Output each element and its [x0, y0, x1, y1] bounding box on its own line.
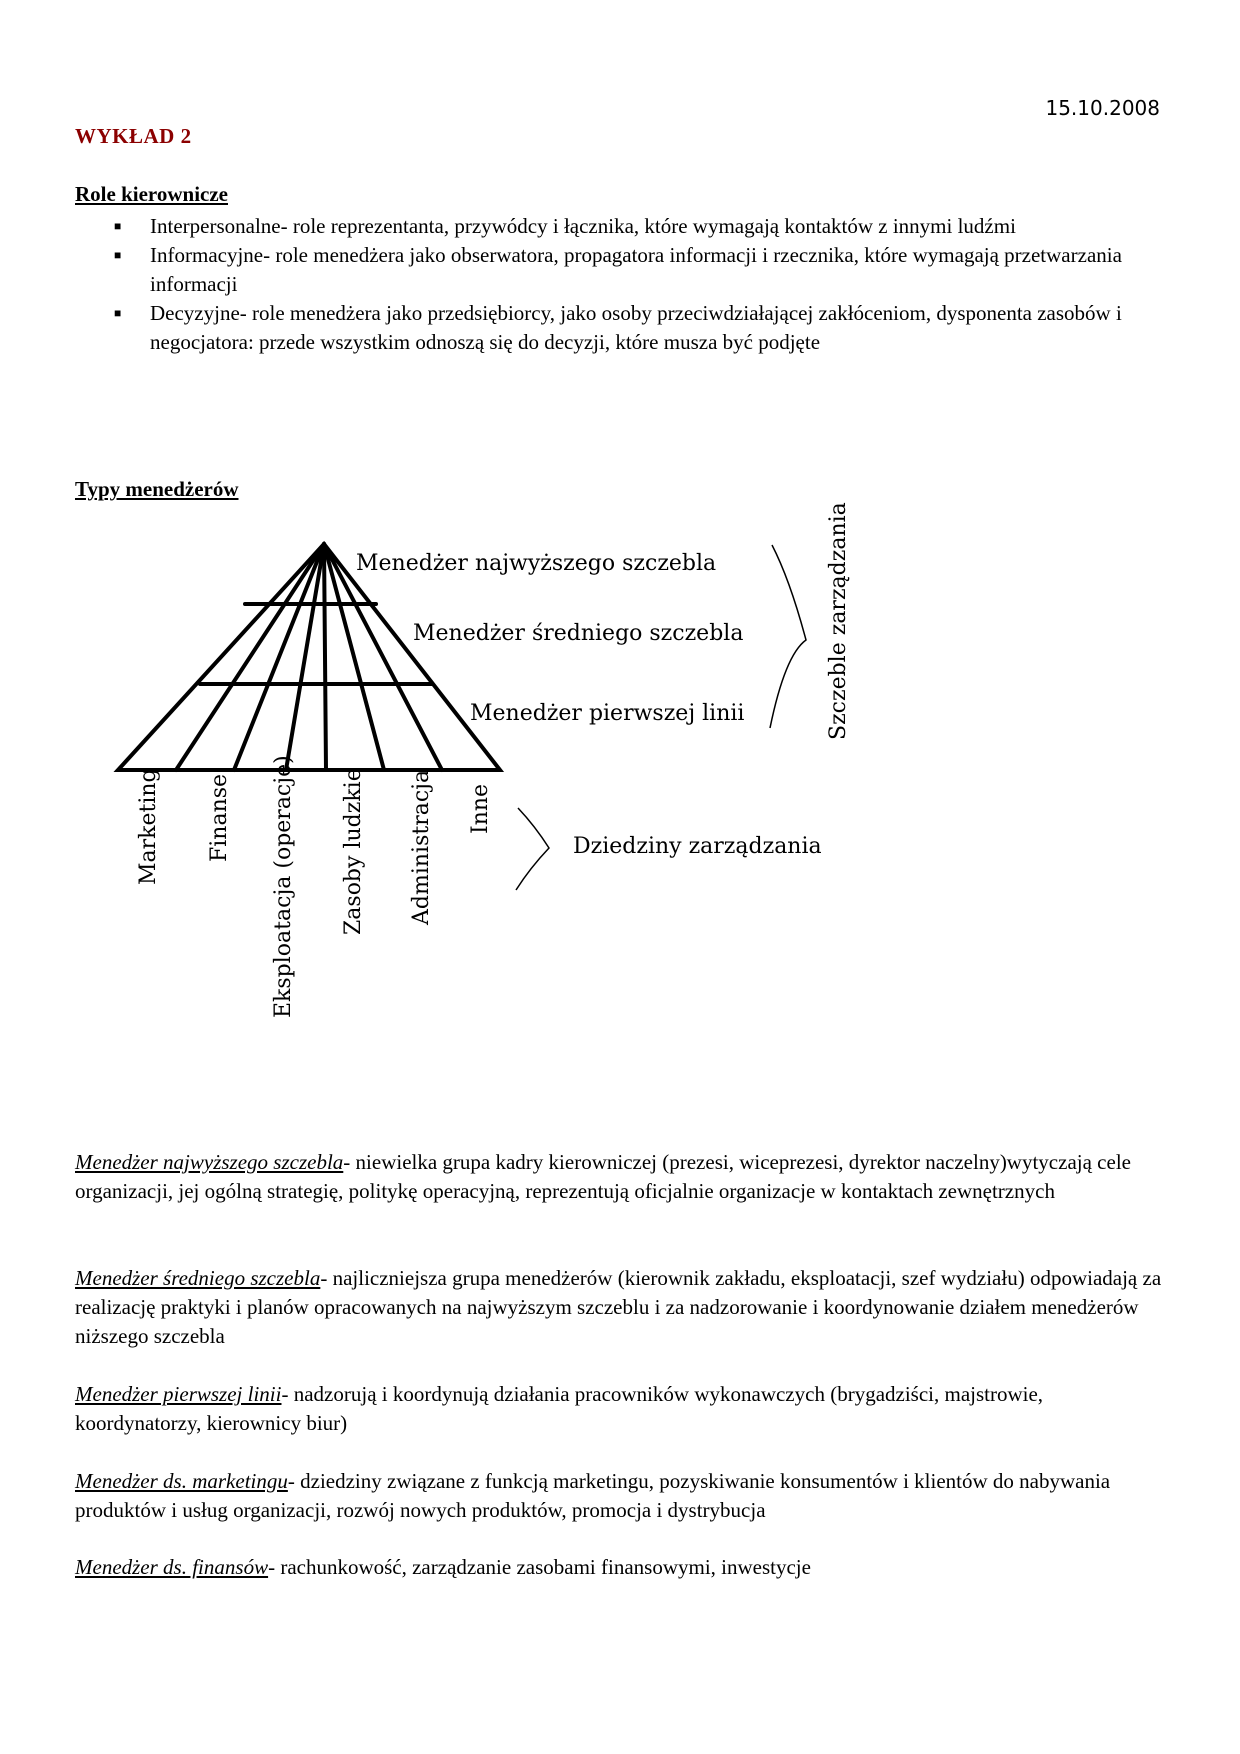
- pyramid-domain-line: [324, 544, 326, 770]
- pyramid-domain-line: [324, 544, 442, 770]
- domains-brace-icon: [516, 808, 549, 890]
- definition-term: Menedżer najwyższego szczebla: [75, 1150, 344, 1174]
- domains-group-label: Dziedziny zarządzania: [573, 834, 822, 859]
- definition-term: Menedżer pierwszej linii: [75, 1382, 282, 1406]
- roles-heading: Role kierownicze: [75, 182, 228, 206]
- lecture-title: WYKŁAD 2: [75, 124, 192, 148]
- definition-text: - rachunkowość, zarządzanie zasobami finansowymi, inwestycje: [268, 1555, 811, 1579]
- definition-paragraph: [75, 1380, 1170, 1438]
- level-label-first-line: Menedżer pierwszej linii: [470, 701, 745, 726]
- level-label-top: Menedżer najwyższego szczebla: [356, 551, 717, 576]
- document-date: 15.10.2008: [1045, 96, 1160, 120]
- domain-label-operations: Eksploatacja (operacje): [271, 755, 296, 1018]
- levels-brace-icon: [770, 545, 806, 728]
- square-bullet-icon: ■: [114, 306, 122, 320]
- definition-term: Menedżer ds. marketingu: [75, 1469, 288, 1493]
- pyramid-domain-line: [176, 544, 324, 770]
- domain-label-administration: Administracja: [409, 769, 434, 925]
- level-label-middle: Menedżer średniego szczebla: [413, 621, 744, 646]
- levels-group-label: Szczeble zarządzania: [826, 502, 851, 740]
- definition-text: - najliczniejsza grupa menedżerów (kierownik zakładu, eksploatacji, szef wydziału) odpowiadają za realizację praktyki i planów opracowanych na najwyższym szczeblu i za nadzorowanie i koordynowanie działem menedżerów niższego szczebla: [75, 1266, 1162, 1348]
- domain-label-other: Inne: [468, 783, 493, 834]
- list-item: ■ Decyzyjne- role menedżera jako przedsiębiorcy, jako osoby przeciwdziałającej zakłóceniom, dysponenta zasobów i negocjatora: przede wszystkim odnoszą się do decyzji, które musza być podjęte: [114, 301, 1122, 354]
- types-heading: Typy menedżerów: [75, 477, 239, 501]
- definition-paragraph: [75, 1264, 1170, 1351]
- pyramid-domain-line: [234, 544, 324, 770]
- definition-text: - nadzorują i koordynują działania pracowników wykonawczych (brygadziści, majstrowie, koordynatorzy, kierownicy biur): [75, 1382, 1044, 1435]
- definition-paragraph: [75, 1467, 1170, 1525]
- definition-text: - niewielka grupa kadry kierowniczej (prezesi, wiceprezesi, dyrektor naczelny)wytyczają cele organizacji, jej ogólną strategię, politykę operacyjną, reprezentują oficjalnie organizacje w kontaktach zewnętrznych: [75, 1150, 1131, 1203]
- list-item: ■ Informacyjne- role menedżera jako obserwatora, propagatora informacji i rzecznika, które wymagają przetwarzania informacji: [114, 243, 1122, 296]
- definition-paragraph: [75, 1553, 1170, 1582]
- pyramid-domain-line: [324, 544, 384, 770]
- definition-term: Menedżer średniego szczebla: [75, 1266, 321, 1290]
- domain-label-finance: Finanse: [207, 773, 232, 862]
- domain-label-marketing: Marketing: [136, 768, 161, 885]
- square-bullet-icon: ■: [114, 219, 122, 233]
- domain-label-human-resources: Zasoby ludzkie: [341, 768, 366, 935]
- square-bullet-icon: ■: [114, 248, 122, 262]
- list-item: ■ Interpersonalne- role reprezentanta, przywódcy i łącznika, które wymagają kontaktów z innymi ludźmi: [112, 212, 1172, 241]
- definition-text: - dziedziny związane z funkcją marketingu, pozyskiwanie konsumentów i klientów do nabywania produktów i usług organizacji, rozwój nowych produktów, promocja i dystrybucja: [75, 1469, 1111, 1522]
- definition-paragraph: [75, 1148, 1170, 1206]
- definition-term: Menedżer ds. finansów: [75, 1555, 269, 1579]
